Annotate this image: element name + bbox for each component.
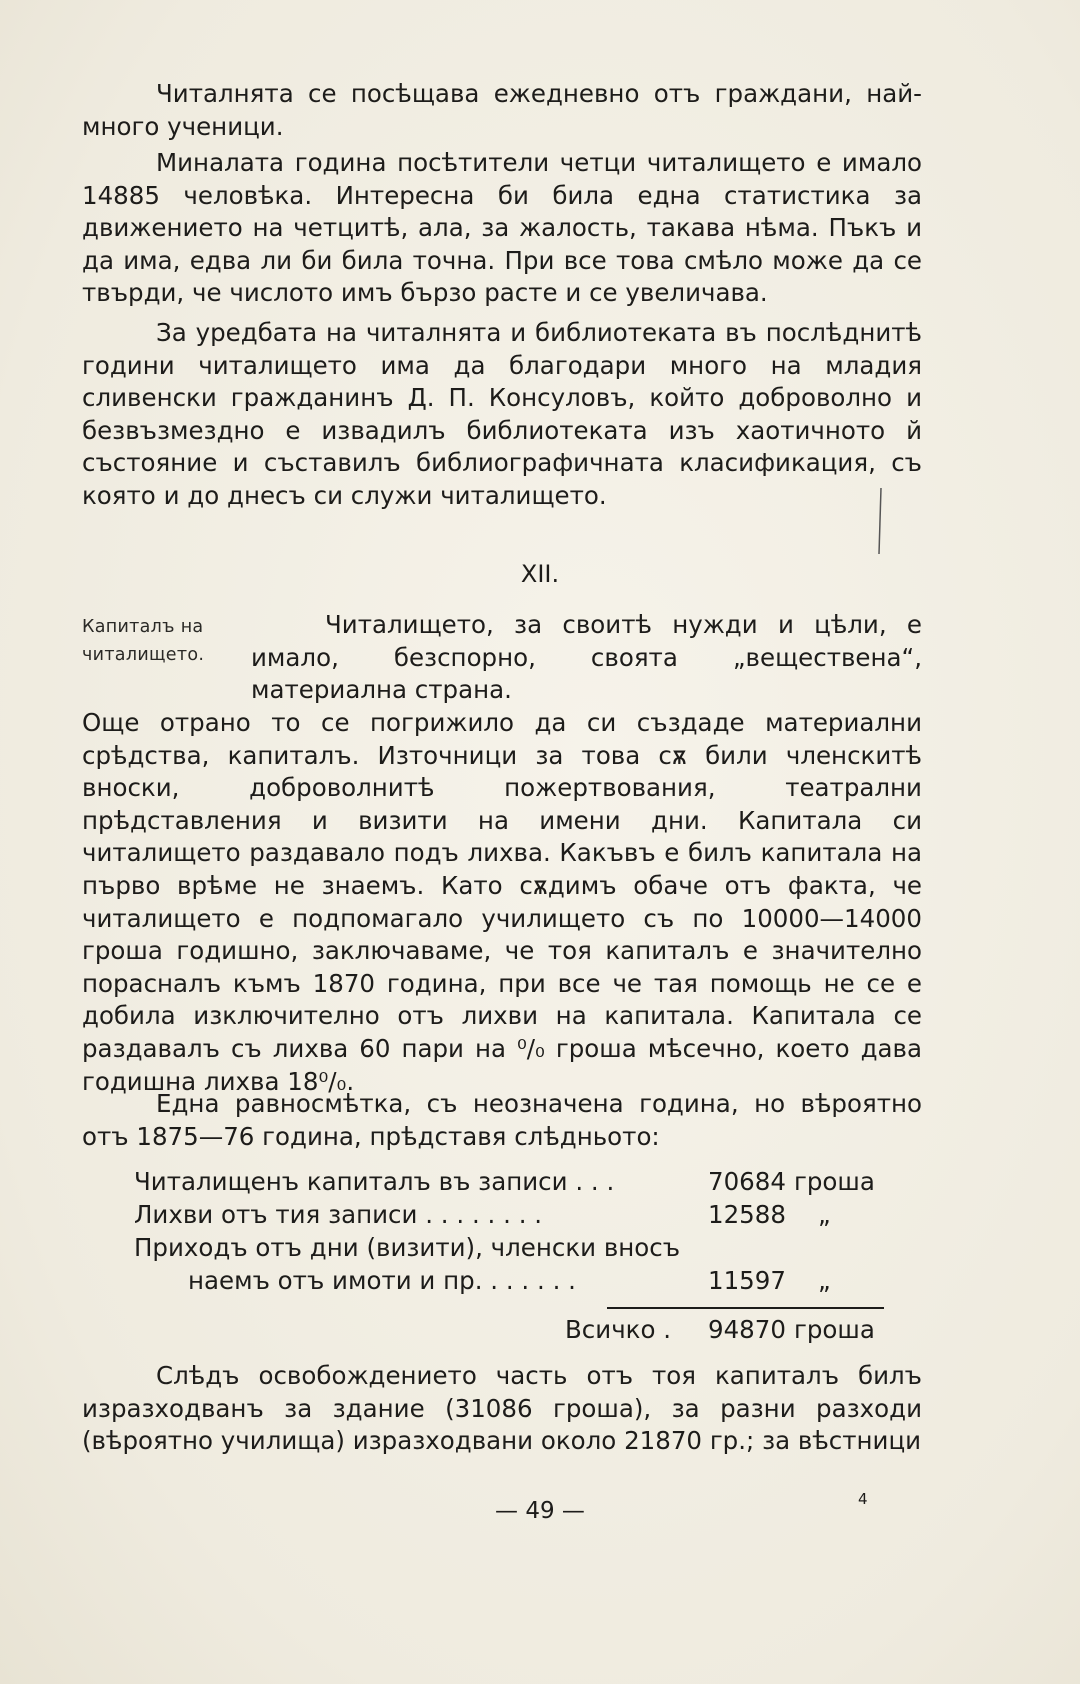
total-row [134,1315,884,1348]
total-unit: гроша [794,1315,875,1344]
paragraph-6 [82,1360,922,1458]
paragraph-6-text: Слѣдъ освобождението часть отъ тоя капиталъ билъ изразходванъ за здание (31086 гроша), за разни разходи (вѣроятно училища) изразходвани около 21870 гр.; за вѣстници [82,1361,922,1456]
paragraph-2 [82,147,922,310]
row-unit: гроша [794,1167,875,1196]
section-heading: XII. [520,560,560,588]
row-amount: 70684 [708,1167,786,1196]
margin-note-line-2: читалището. [82,645,205,665]
page-number: — 49 — [495,1498,585,1524]
row-unit-ditto: „ [818,1266,831,1295]
row-label: Приходъ отъ дни (визити), членски вносъ [134,1233,681,1262]
paragraph-3 [82,317,922,513]
paragraph-4-first-lines: Читалището, за своитѣ нужди и цѣли, е имало, безспорно, своята „веществена“, материална страна. [251,610,922,705]
row-label: Лихви отъ тия записи . . . . . . . . [134,1200,543,1229]
paragraph-4-rest: Още отрано то се погрижило да си създаде материални срѣдства, капиталъ. Източници за това сѫ били членскитѣ вноски, доброволнитѣ пожертвования, театрални прѣдставления и визити на имени дни. Капитала си читалището раздавало подъ лихва. Какъвъ е билъ капитала на първо врѣме не знаемъ. Като сѫдимъ обаче отъ факта, че читалището е подпомагало училището съ по 10000—14000 гроша годишно, заключаваме, че тоя капиталъ е значително порасналъ къмъ 1870 година, при все че тая помощь не се е добила изключително отъ лихви на капитала. Капитала се раздавалъ съ лихва 60 пари на ⁰/₀ гроша мѣсечно, което дава годишна лихва 18⁰/₀. [82,708,922,1096]
row-unit-ditto: „ [818,1200,831,1229]
sum-rule [607,1307,884,1309]
pencil-mark [878,488,882,554]
signature-mark: 4 [858,1490,868,1508]
table-row [134,1233,884,1266]
row-amount: 12588 [708,1200,786,1229]
total-label: Всичко . [565,1315,672,1344]
paragraph-2-text: Миналата година посѣтители четци читалището е имало 14885 человѣка. Интересна би била една статистика за движението на четцитѣ, ала, за жалость, такава нѣма. Пъкъ и да има, едва ли би била точна. При все това смѣло може да се твърди, че числото имъ бързо расте и се увеличава. [82,148,922,308]
row-amount: 11597 [708,1266,786,1295]
paragraph-1 [82,78,922,143]
paragraph-5-text: Една равносмѣтка, съ неозначена година, но вѣроятно отъ 1875—76 година, прѣдставя слѣдньото: [82,1089,922,1151]
balance-table [134,1167,884,1344]
row-label-continued: наемъ отъ имоти и пр. . . . . . . [188,1266,576,1295]
paragraph-5 [82,1088,922,1153]
table-row [134,1167,884,1200]
margin-note [82,613,242,669]
paragraph-1-text: Читалнята се посѣщава ежедневно отъ граждани, най-много ученици. [82,79,922,141]
paragraph-3-text: За уредбата на читалнята и библиотеката въ послѣднитѣ години читалището има да благодари много на младия сливенски гражданинъ Д. П. Консуловъ, който доброволно и безвъзмездно е извадилъ библиотеката изъ хаотичното й състояние и съставилъ библиографичната класификация, съ която и до днесъ си служи читалището. [82,318,922,510]
paragraph-4-indented [251,609,922,707]
total-amount: 94870 [708,1315,786,1344]
table-row [134,1266,884,1299]
row-label: Читалищенъ капиталъ въ записи . . . [134,1167,615,1196]
table-row [134,1200,884,1233]
paragraph-4-continued [82,707,922,1098]
margin-note-line-1: Капиталъ на [82,617,204,637]
